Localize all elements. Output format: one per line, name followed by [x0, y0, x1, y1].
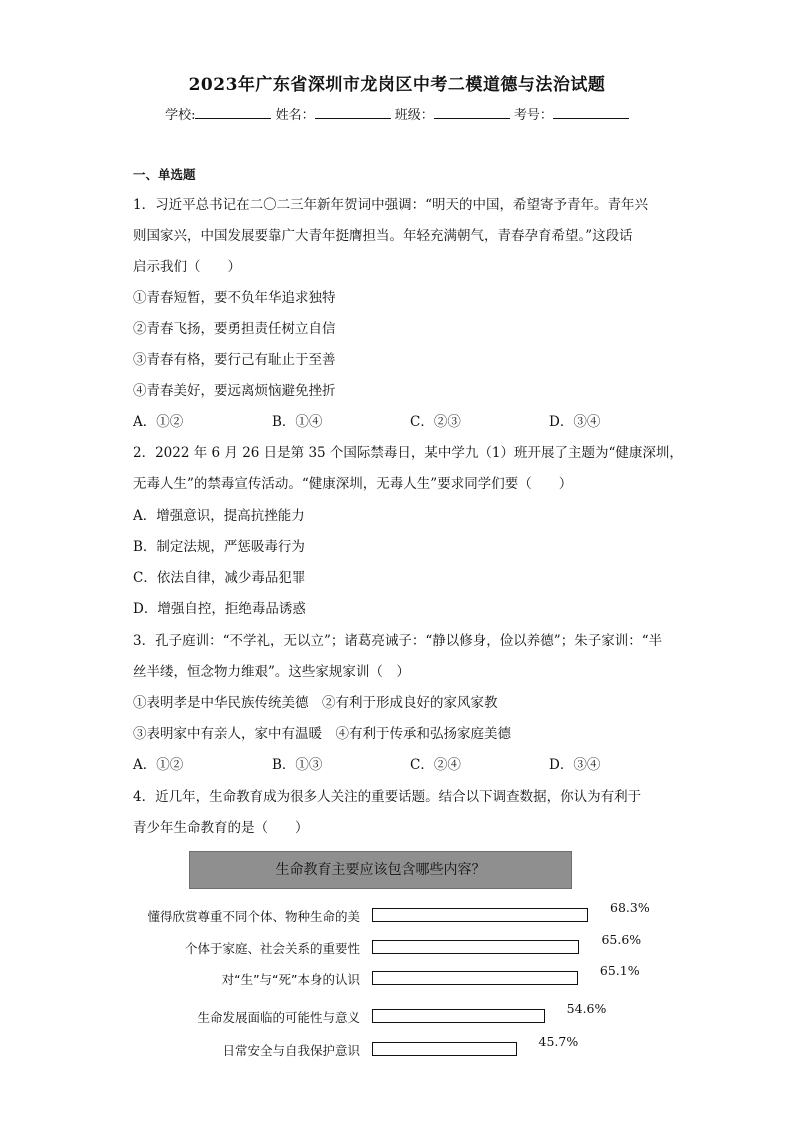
question-1-statement: ③青春有格，要行己有耻止于至善: [133, 352, 336, 368]
question-1-line: 1．习近平总书记在二〇二三年新年贺词中强调：“明天的中国，希望寄予青年。青年兴: [133, 197, 648, 213]
chart-value-label: 45.7%: [538, 1034, 579, 1049]
exam-no-blank[interactable]: [553, 106, 629, 119]
question-1-line: 启示我们（ ）: [133, 259, 241, 275]
chart-value-label: 65.1%: [599, 963, 640, 978]
chart-category-label: 懂得欣赏尊重不同个体、物种生命的美: [147, 909, 360, 924]
chart-category-label: 个体于家庭、社会关系的重要性: [184, 941, 360, 956]
chart-category-label: 对“生”与“死”本身的认识: [221, 972, 360, 987]
page-title: 2023年广东省深圳市龙岗区中考二模道德与法治试题: [188, 75, 606, 95]
student-info-row: [0, 104, 794, 123]
school-blank[interactable]: [195, 106, 271, 119]
question-1-line: 则国家兴，中国发展要靠广大青年挺膺担当。年轻充满朝气，青春孕育希望。”这段话: [133, 228, 633, 244]
name-blank[interactable]: [315, 106, 391, 119]
chart-title: 生命教育主要应该包含哪些内容？: [189, 851, 572, 889]
question-3-statement: ③表明家中有亲人，家中有温暖 ④有利于传承和弘扬家庭美德: [133, 726, 511, 742]
question-1-statement: ②青春飞扬，要勇担责任树立自信: [133, 321, 336, 337]
option-c[interactable]: C．②④: [410, 757, 461, 773]
school-label: 学校:: [165, 108, 196, 123]
chart-value-label: 54.6%: [566, 1001, 607, 1016]
question-2-line: 2．2022 年 6 月 26 日是第 35 个国际禁毒日，某中学九（1）班开展了主题为“健康深圳，: [133, 445, 683, 461]
chart-value-label: 65.6%: [601, 932, 642, 947]
chart-bar: [372, 908, 588, 922]
option-b[interactable]: B．①④: [272, 414, 323, 430]
section-heading: 一、单选题: [133, 167, 196, 182]
option-b[interactable]: B．①③: [272, 757, 323, 773]
chart-bar: [372, 940, 579, 954]
question-1-statement: ④青春美好，要远离烦恼避免挫折: [133, 383, 336, 399]
class-blank[interactable]: [434, 106, 510, 119]
option-a[interactable]: A．①②: [133, 414, 184, 430]
question-4-line: 青少年生命教育的是（ ）: [133, 820, 309, 836]
name-label: 姓名：: [275, 108, 315, 123]
class-label: 班级：: [394, 108, 434, 123]
question-3-statement: ①表明孝是中华民族传统美德 ②有利于形成良好的家风家教: [133, 695, 498, 711]
chart-bar: [372, 971, 578, 985]
chart-category-label: 日常安全与自我保护意识: [222, 1043, 360, 1058]
option-c[interactable]: C．②③: [410, 414, 461, 430]
option-d[interactable]: D．③④: [549, 414, 601, 430]
question-1-statement: ①青春短暂，要不负年华追求独特: [133, 290, 336, 306]
chart-bar: [372, 1009, 545, 1023]
option-d[interactable]: D．增强自控，拒绝毒品诱惑: [133, 601, 306, 617]
chart-bar: [372, 1042, 517, 1056]
chart-category-label: 生命发展面临的可能性与意义: [197, 1010, 360, 1025]
question-3-line: 3．孔子庭训：“不学礼，无以立”；诸葛亮诫子：“静以修身，俭以养德”；朱子家训：“半: [133, 633, 663, 649]
question-3-line: 丝半缕，恒念物力维艰”。这些家规家训（ ）: [133, 664, 410, 680]
option-c[interactable]: C．依法自律，减少毒品犯罪: [133, 570, 306, 586]
option-a[interactable]: A．①②: [133, 757, 184, 773]
question-4-line: 4．近几年，生命教育成为很多人关注的重要话题。结合以下调查数据，你认为有利于: [133, 789, 642, 805]
question-2-line: 无毒人生”的禁毒宣传活动。“健康深圳，无毒人生”要求同学们要（ ）: [133, 476, 573, 492]
chart-value-label: 68.3%: [610, 900, 650, 915]
exam-no-label: 考号：: [513, 108, 553, 123]
option-d[interactable]: D．③④: [549, 757, 601, 773]
option-b[interactable]: B．制定法规，严惩吸毒行为: [133, 539, 305, 555]
option-a[interactable]: A．增强意识，提高抗挫能力: [133, 508, 305, 524]
